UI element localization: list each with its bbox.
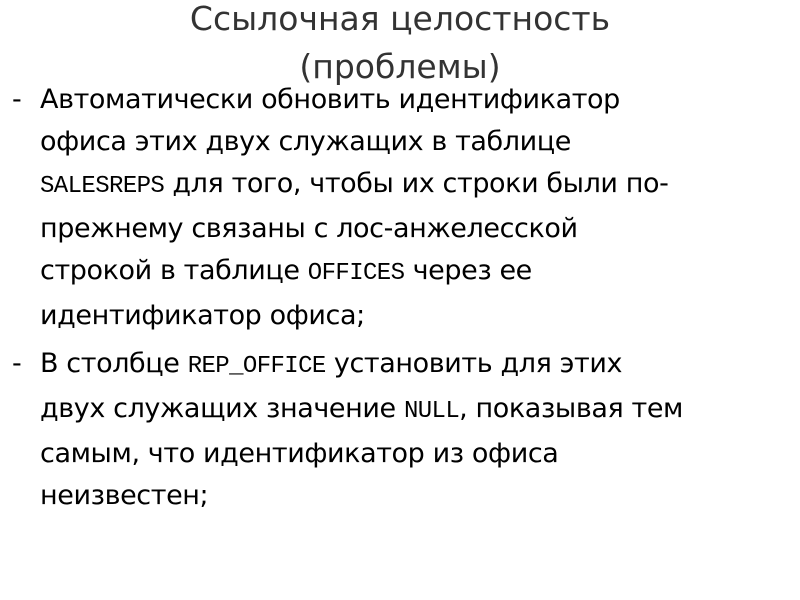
text-segment: через ее: [404, 255, 532, 286]
bullet-text-line: [40, 121, 796, 163]
text-segment: прежнему связаны с лос-анжелесской: [40, 213, 578, 244]
bullet-text-line: [40, 475, 796, 517]
bullet-text-line: [40, 433, 796, 475]
bullet-text-line: [40, 79, 796, 121]
text-segment: установить для этих: [325, 348, 623, 379]
slide-title-line-1: Ссылочная целостность: [189, 0, 611, 38]
text-segment: двух служащих значение: [40, 393, 404, 424]
bullet-text-line: [40, 295, 796, 337]
text-segment: офиса этих двух служащих в таблице: [40, 126, 572, 157]
bullet-text-line: [40, 388, 796, 433]
bullet-list: [12, 79, 796, 517]
text-segment: строкой в таблице: [40, 255, 308, 286]
bullet-text-line: [40, 163, 796, 208]
text-segment: неизвестен;: [40, 480, 209, 511]
bullet-marker: -: [12, 348, 22, 379]
text-segment: , показывая тем: [459, 393, 684, 424]
bullet-text-line: [40, 250, 796, 295]
code-term: REP_OFFICE: [187, 353, 326, 380]
text-segment: самым, что идентификатор из офиса: [40, 438, 559, 469]
bullet-item: [12, 343, 796, 517]
bullet-text-line: [40, 208, 796, 250]
text-segment: В столбце: [40, 348, 188, 379]
code-term: NULL: [403, 398, 460, 425]
bullet-text-line: [40, 343, 796, 388]
bullet-item: [12, 79, 796, 337]
code-term: SALESREPS: [40, 173, 165, 200]
slide-title-line-2: (проблемы): [299, 47, 501, 86]
text-segment: идентификатор офиса;: [40, 300, 365, 331]
code-term: OFFICES: [307, 260, 405, 287]
text-segment: Автоматически обновить идентификатор: [40, 84, 620, 115]
bullet-marker: -: [12, 84, 22, 115]
text-segment: для того, чтобы их строки были по-: [164, 168, 669, 199]
